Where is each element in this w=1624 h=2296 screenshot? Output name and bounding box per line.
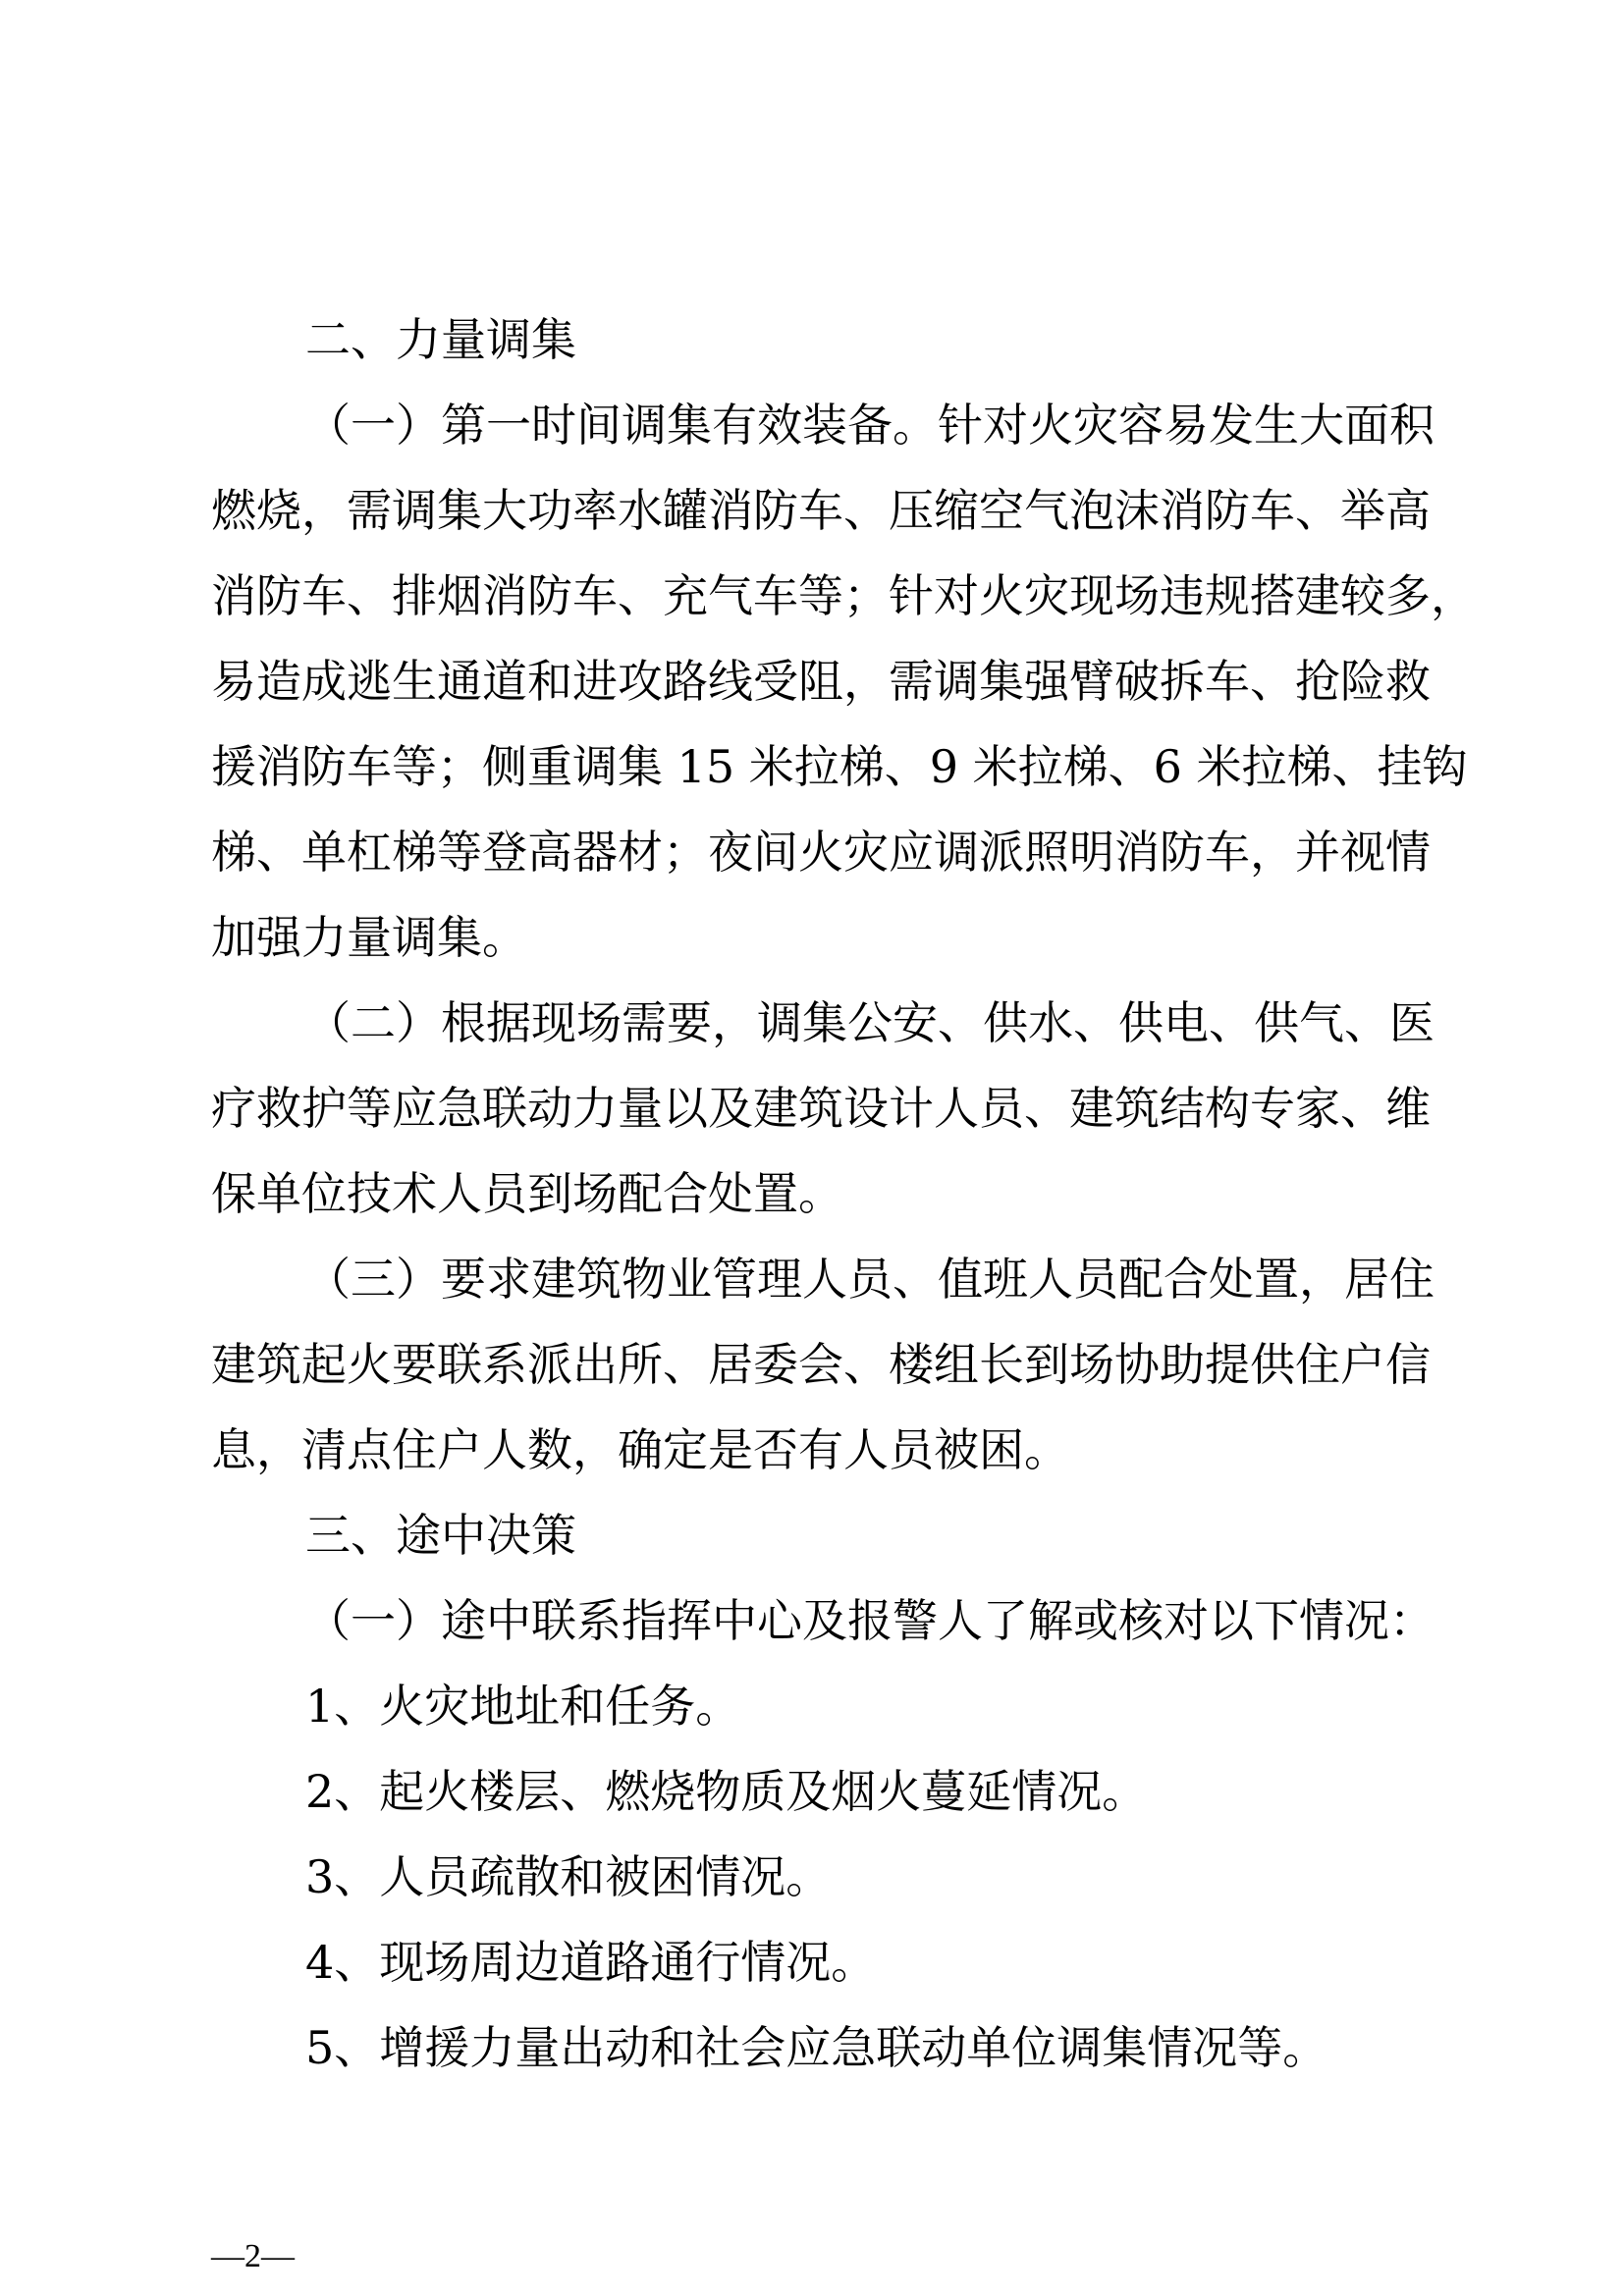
paragraph-line: 建筑起火要联系派出所、居委会、楼组长到场协助提供住户信 [211, 1338, 1431, 1391]
paragraph-line: 保单位技术人员到场配合处置。 [211, 1167, 843, 1220]
paragraph-line: 梯、单杠梯等登高器材；夜间火灾应调派照明消防车，并视情 [211, 826, 1431, 879]
paragraph-line: 消防车、排烟消防车、充气车等；针对火灾现场违规搭建较多， [211, 569, 1476, 622]
paragraph-line: 易造成逃生通道和进攻路线受阻，需调集强臂破拆车、抢险救 [211, 655, 1431, 708]
document-body [211, 297, 1476, 2091]
section-heading-en-route-decision: 三、途中决策 [305, 1509, 576, 1562]
paragraph-line: （二）根据现场需要，调集公安、供水、供电、供气、医 [305, 996, 1435, 1049]
paragraph-line: 疗救护等应急联动力量以及建筑设计人员、建筑结构专家、维 [211, 1082, 1431, 1135]
paragraph-line: （一）途中联系指挥中心及报警人了解或核对以下情况： [305, 1594, 1435, 1647]
list-item: 2、起火楼层、燃烧物质及烟火蔓延情况。 [305, 1765, 1148, 1818]
paragraph-line: （三）要求建筑物业管理人员、值班人员配合处置，居住 [305, 1253, 1435, 1306]
paragraph-line: 加强力量调集。 [211, 911, 527, 964]
paragraph-line: （一）第一时间调集有效装备。针对火灾容易发生大面积 [305, 399, 1435, 452]
section-heading-force-dispatch: 二、力量调集 [305, 313, 576, 366]
list-item: 4、现场周边道路通行情况。 [305, 1936, 877, 1989]
paragraph-line: 息，清点住户人数，确定是否有人员被困。 [211, 1423, 1069, 1476]
list-item: 5、增援力量出动和社会应急联动单位调集情况等。 [305, 2021, 1328, 2074]
list-item: 3、人员疏散和被困情况。 [305, 1850, 832, 1903]
paragraph-line: 援消防车等；侧重调集 15 米拉梯、9 米拉梯、6 米拉梯、挂钩 [211, 740, 1468, 793]
page-number: —2— [211, 2238, 295, 2274]
paragraph-line: 燃烧，需调集大功率水罐消防车、压缩空气泡沫消防车、举高 [211, 484, 1431, 537]
list-item: 1、火灾地址和任务。 [305, 1680, 741, 1733]
